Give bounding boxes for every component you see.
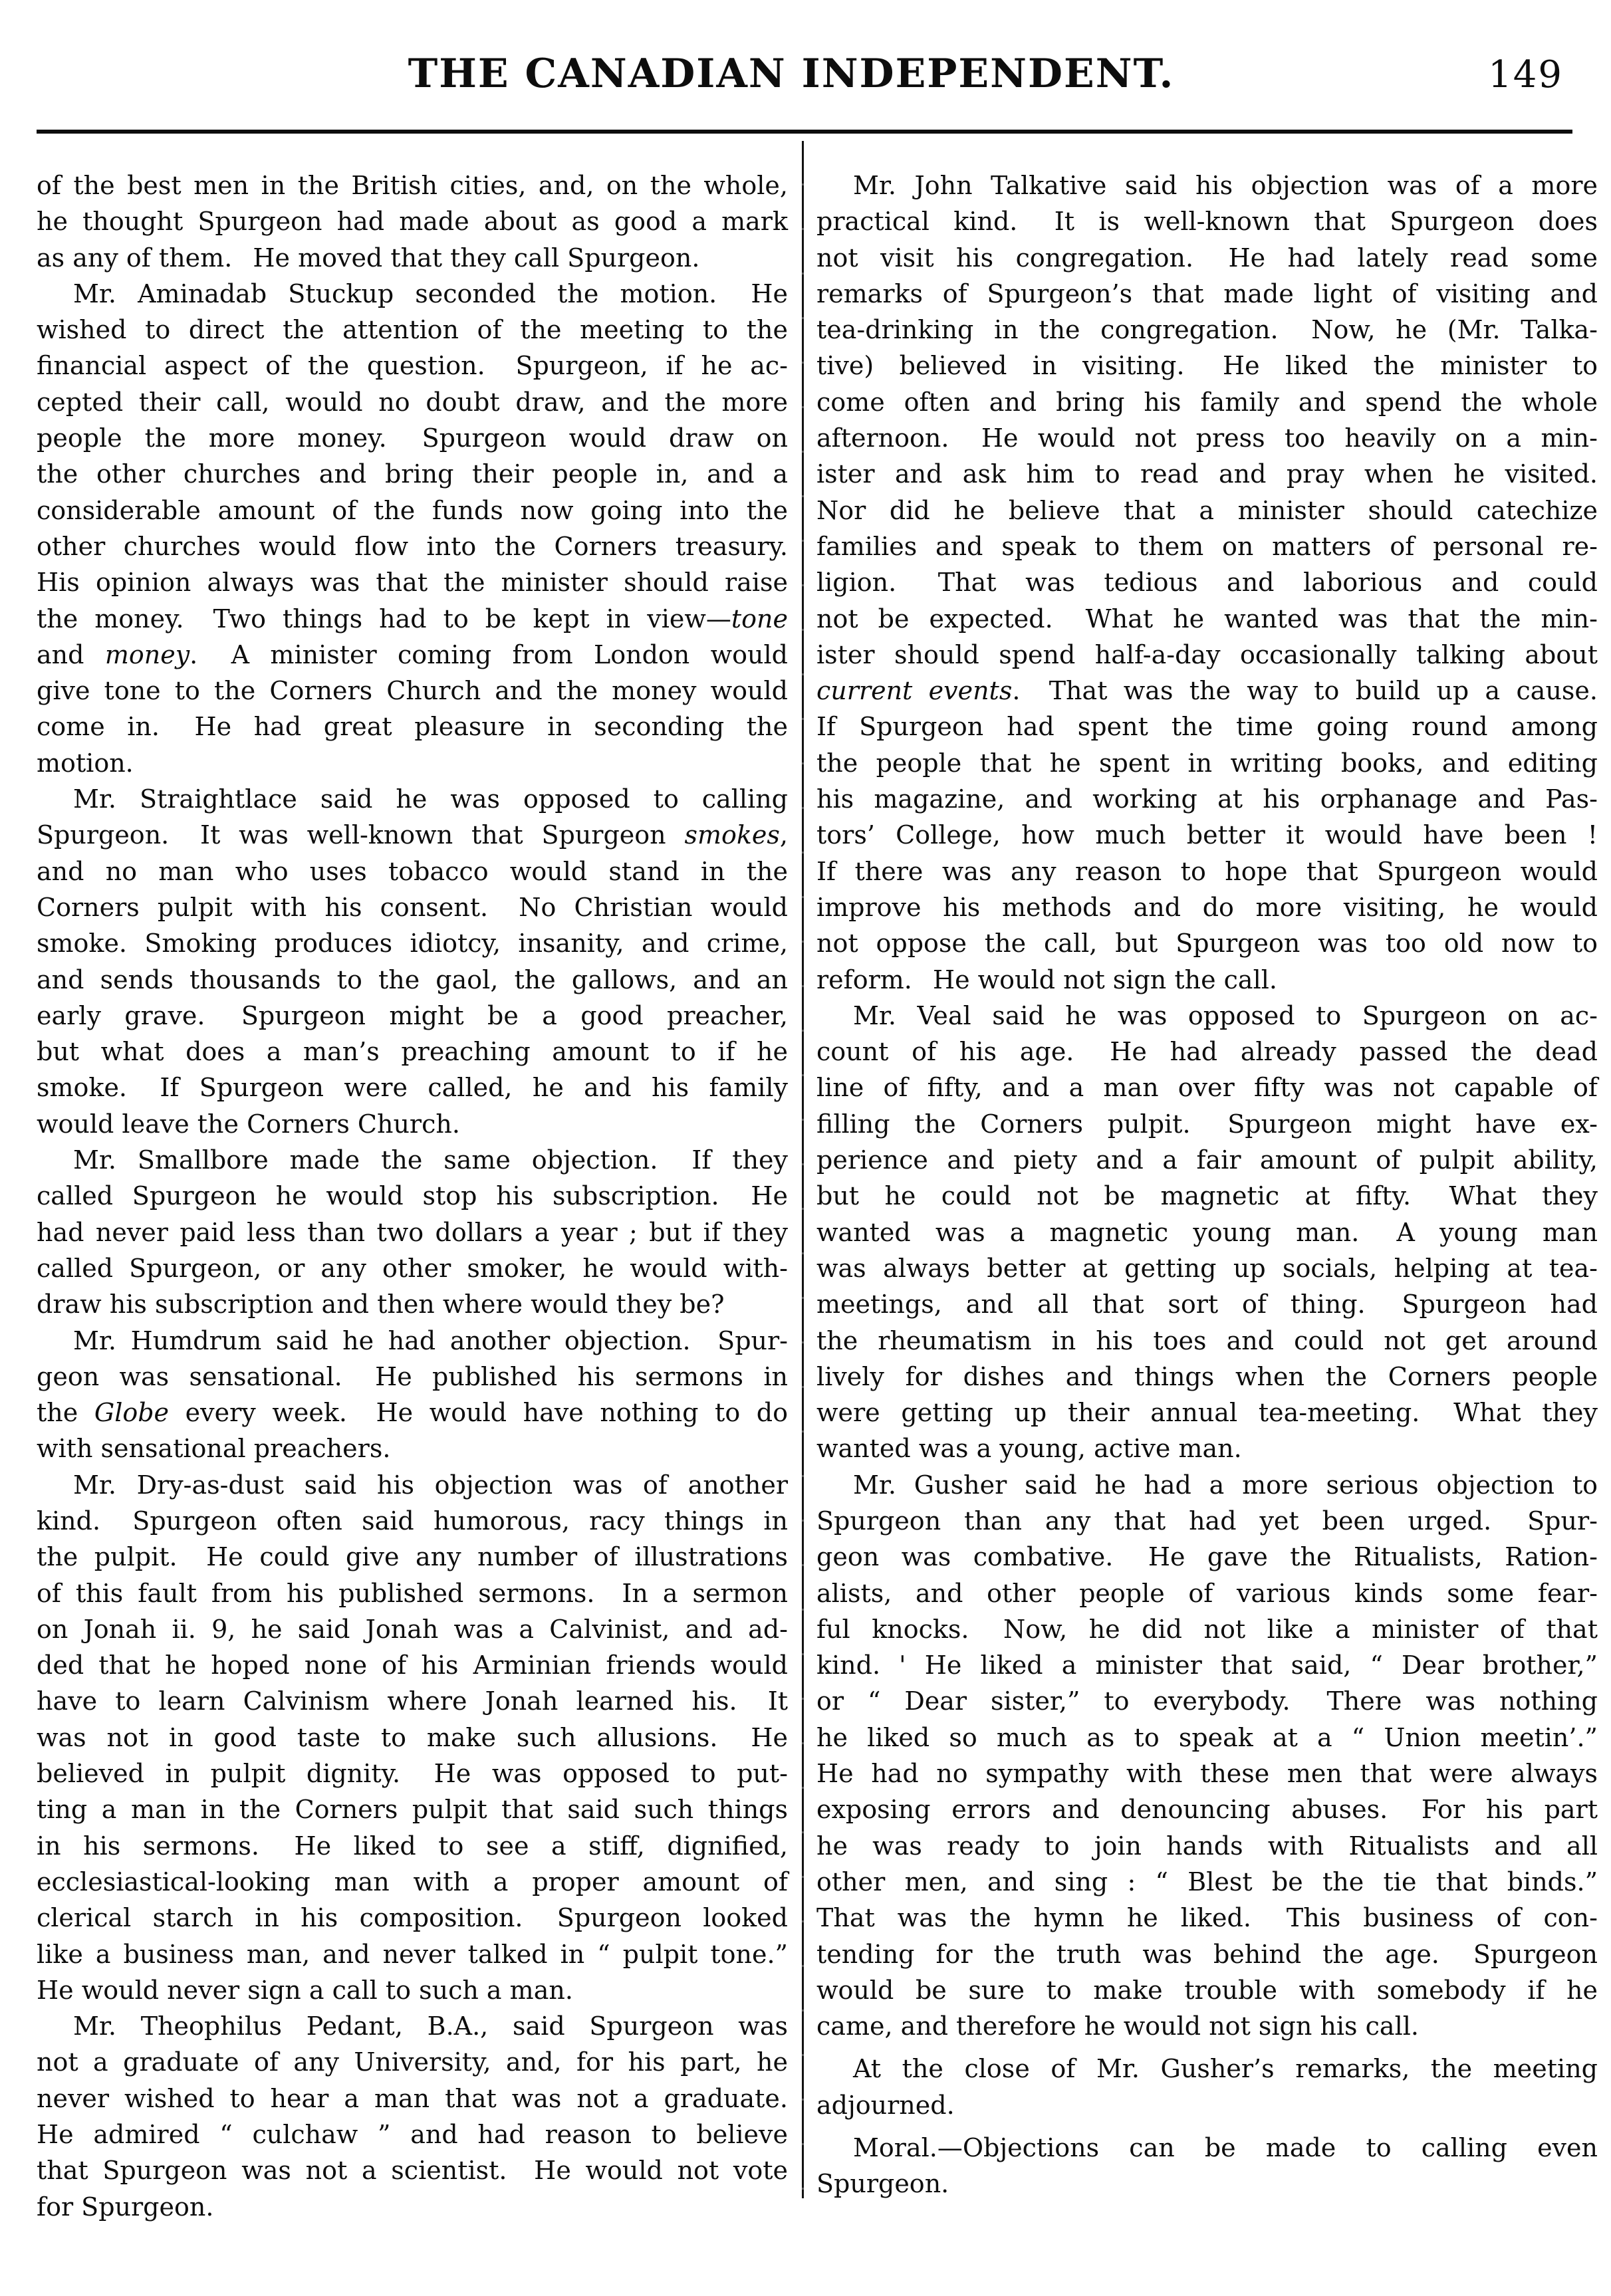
text-line: or “ Dear sister,” to everybody. There was nothing: [816, 1686, 1598, 1716]
left-column: [37, 168, 788, 2225]
text-line: like a business man, and never talked in “ pulpit tone.”: [37, 1939, 788, 1969]
text-line: were getting up their annual tea-meeting. What they: [816, 1398, 1598, 1428]
text-line: Mr. Veal said he was opposed to Spurgeon on ac-: [853, 1000, 1598, 1030]
text-line: the other churches and bring their people in, and a: [37, 459, 788, 489]
text-line: motion.: [37, 748, 134, 778]
right-column: [816, 168, 1598, 2202]
text-line: his magazine, and working at his orphanage and Pas-: [816, 784, 1598, 814]
paragraph: [37, 781, 788, 1142]
text-line: other men, and sing : “ Blest be the tie that binds.”: [816, 1867, 1598, 1896]
text-line: smoke. If Spurgeon were called, he and his family: [37, 1073, 788, 1103]
text-line: Mr. Theophilus Pedant, B.A., said Spurgeon was: [73, 2011, 788, 2041]
text-line: If there was any reason to hope that Spurgeon would: [816, 856, 1598, 886]
text-line: called Spurgeon, or any other smoker, he would with-: [37, 1253, 788, 1283]
text-line: geon was sensational. He published his sermons in: [37, 1361, 788, 1391]
text-line: Corners pulpit with his consent. No Christian would: [37, 892, 788, 922]
text-line: early grave. Spurgeon might be a good preacher,: [37, 1000, 788, 1030]
text-line: cepted their call, would no doubt draw, and the more: [37, 387, 788, 417]
text-line: perience and piety and a fair amount of pulpit ability,: [816, 1145, 1598, 1175]
text-line: called Spurgeon he would stop his subscription. He: [37, 1181, 788, 1211]
text-line: not a graduate of any University, and, for his part, he: [37, 2047, 788, 2077]
text-line: never wished to hear a man that was not a graduate.: [37, 2083, 788, 2113]
text-line: families and speak to them on matters of personal re-: [816, 531, 1598, 561]
paragraph: [37, 1323, 788, 1467]
text-line: remarks of Spurgeon’s that made light of visiting and: [816, 279, 1598, 308]
header-rule: [37, 130, 1572, 134]
text-line: not be expected. What he wanted was that the min-: [816, 604, 1598, 633]
paragraph: [37, 1142, 788, 1322]
text-line: Mr. Gusher said he had a more serious objection to: [853, 1470, 1598, 1500]
text-line: His opinion always was that the minister should raise: [37, 568, 788, 598]
text-line: filling the Corners pulpit. Spurgeon might have ex-: [816, 1109, 1598, 1139]
text-line: ecclesiastical-looking man with a proper amount of: [37, 1867, 788, 1896]
text-line: come often and bring his family and spend the whole: [816, 387, 1598, 417]
text-line: and no man who uses tobacco would stand in the: [37, 856, 788, 886]
text-line: practical kind. It is well-known that Spurgeon does: [816, 207, 1598, 237]
text-line: the pulpit. He could give any number of illustrations: [37, 1542, 788, 1572]
page-title: THE CANADIAN INDEPENDENT.: [408, 51, 1175, 97]
text-line: tea-drinking in the congregation. Now, he (Mr. Talka-: [816, 315, 1598, 345]
text-line: would be sure to make trouble with somebody if he: [816, 1975, 1598, 2005]
text-line: the rheumatism in his toes and could not get around: [816, 1325, 1598, 1355]
text-line: afternoon. He would not press too heavily on a min-: [816, 423, 1598, 453]
text-line: was always better at getting up socials, helping at tea-: [816, 1253, 1598, 1283]
text-line: that Spurgeon was not a scientist. He would not vote: [37, 2156, 788, 2186]
text-line: tending for the truth was behind the age. Spurgeon: [816, 1939, 1598, 1969]
paragraph: [37, 1467, 788, 2008]
text-line: of the best men in the British cities, and, on the whole,: [37, 171, 788, 200]
text-line: was not in good taste to make such allusions. He: [37, 1722, 788, 1752]
text-line: he liked so much as to speak at a “ Union meetin’.”: [816, 1722, 1598, 1752]
text-line: wished to direct the attention of the meeting to the: [37, 315, 788, 345]
text-line: geon was combative. He gave the Ritualists, Ration-: [816, 1542, 1598, 1572]
paragraph: [37, 2008, 788, 2225]
page-number: 149: [1488, 53, 1563, 96]
text-line: financial aspect of the question. Spurgeon, if he ac-: [37, 351, 788, 381]
column-divider: [802, 141, 804, 2198]
text-line: current events. That was the way to build up a cause.: [816, 676, 1598, 706]
text-line: ded that he hoped none of his Arminian friends would: [37, 1651, 788, 1680]
text-line: Spurgeon.: [816, 2169, 949, 2199]
text-line: reform. He would not sign the call.: [816, 965, 1277, 994]
paragraph: [37, 168, 788, 276]
text-line: ister and ask him to read and pray when he visited.: [816, 459, 1598, 489]
text-line: kind. Spurgeon often said humorous, racy things in: [37, 1506, 788, 1536]
text-line: tors’ College, how much better it would have been !: [816, 820, 1598, 850]
text-line: ful knocks. Now, he did not like a minister of that: [816, 1614, 1598, 1644]
text-line: with sensational preachers.: [37, 1434, 391, 1464]
text-line: the Globe every week. He would have nothing to do: [37, 1398, 788, 1428]
text-line: not oppose the call, but Spurgeon was too old now to: [816, 929, 1598, 959]
text-line: Mr. Aminadab Stuckup seconded the motion. He: [73, 279, 788, 308]
text-line: ligion. That was tedious and laborious and could: [816, 568, 1598, 598]
text-line: other churches would flow into the Corners treasury.: [37, 531, 788, 561]
text-line: came, and therefore he would not sign his call.: [816, 2011, 1419, 2041]
text-line: Moral.—Objections can be made to calling even: [853, 2133, 1598, 2163]
text-line: give tone to the Corners Church and the money would: [37, 676, 788, 706]
paragraph: [816, 2130, 1598, 2202]
text-line: on Jonah ii. 9, he said Jonah was a Calvinist, and ad-: [37, 1614, 788, 1644]
paragraph: [816, 1467, 1598, 2045]
text-line: of this fault from his published sermons. In a sermon: [37, 1578, 788, 1608]
text-line: the people that he spent in writing books, and editing: [816, 748, 1598, 778]
text-line: Nor did he believe that a minister should catechize: [816, 495, 1598, 525]
text-line: That was the hymn he liked. This business of con-: [816, 1903, 1598, 1933]
text-line: people the more money. Spurgeon would draw on: [37, 423, 788, 453]
text-line: He admired “ culchaw ” and had reason to believe: [37, 2120, 788, 2150]
text-line: had never paid less than two dollars a year ; but if they: [37, 1217, 788, 1247]
text-line: come in. He had great pleasure in seconding the: [37, 712, 788, 742]
text-line: as any of them. He moved that they call Spurgeon.: [37, 243, 700, 273]
text-line: Mr. Straightlace said he was opposed to calling: [73, 784, 788, 814]
text-line: He had no sympathy with these men that were always: [816, 1759, 1598, 1789]
text-line: Mr. Smallbore made the same objection. If they: [73, 1145, 788, 1175]
paragraph: [816, 168, 1598, 998]
text-line: ister should spend half-a-day occasionally talking about: [816, 639, 1598, 669]
text-line: wanted was a young, active man.: [816, 1434, 1242, 1464]
text-line: he thought Spurgeon had made about as good a mark: [37, 207, 788, 237]
text-line: have to learn Calvinism where Jonah learned his. It: [37, 1686, 788, 1716]
text-line: in his sermons. He liked to see a stiff, dignified,: [37, 1831, 788, 1861]
text-line: wanted was a magnetic young man. A young man: [816, 1217, 1598, 1247]
text-line: Spurgeon than any that had yet been urged. Spur-: [816, 1506, 1598, 1536]
text-line: but he could not be magnetic at fifty. What they: [816, 1181, 1598, 1211]
text-line: believed in pulpit dignity. He was opposed to put-: [37, 1759, 788, 1789]
text-line: ting a man in the Corners pulpit that said such things: [37, 1795, 788, 1825]
text-line: for Spurgeon.: [37, 2192, 214, 2222]
text-line: considerable amount of the funds now going into the: [37, 495, 788, 525]
text-line: Spurgeon. It was well-known that Spurgeon smokes,: [37, 820, 788, 850]
text-line: line of fifty, and a man over fifty was not capable of: [816, 1073, 1598, 1103]
text-line: would leave the Corners Church.: [37, 1109, 460, 1139]
text-line: alists, and other people of various kinds some fear-: [816, 1578, 1598, 1608]
text-line: and money. A minister coming from London would: [37, 639, 788, 669]
text-line: not visit his congregation. He had lately read some: [816, 243, 1598, 273]
text-line: and sends thousands to the gaol, the gallows, and an: [37, 965, 788, 994]
text-line: If Spurgeon had spent the time going round among: [816, 712, 1598, 742]
text-line: the money. Two things had to be kept in view—tone: [37, 604, 788, 633]
text-line: but what does a man’s preaching amount to if he: [37, 1037, 788, 1067]
text-line: He would never sign a call to such a man.: [37, 1975, 573, 2005]
text-line: improve his methods and do more visiting, he would: [816, 892, 1598, 922]
text-line: tive) believed in visiting. He liked the minister to: [816, 351, 1598, 381]
text-line: count of his age. He had already passed the dead: [816, 1037, 1598, 1067]
text-line: Mr. Dry-as-dust said his objection was of another: [73, 1470, 788, 1500]
text-line: At the close of Mr. Gusher’s remarks, the meeting: [853, 2054, 1598, 2084]
paragraph: [816, 2051, 1598, 2123]
paragraph: [816, 998, 1598, 1467]
text-line: clerical starch in his composition. Spurgeon looked: [37, 1903, 788, 1933]
text-line: kind. ' He liked a minister that said, “ Dear brother,”: [816, 1651, 1598, 1680]
paragraph: [37, 276, 788, 781]
text-line: lively for dishes and things when the Corners people: [816, 1361, 1598, 1391]
text-line: draw his subscription and then where would they be?: [37, 1290, 725, 1320]
text-line: Mr. Humdrum said he had another objection. Spur-: [73, 1325, 788, 1355]
text-line: smoke. Smoking produces idiotcy, insanity, and crime,: [37, 929, 788, 959]
text-line: exposing errors and denouncing abuses. For his part: [816, 1795, 1598, 1825]
text-line: meetings, and all that sort of thing. Spurgeon had: [816, 1290, 1598, 1320]
text-line: he was ready to join hands with Ritualists and all: [816, 1831, 1598, 1861]
text-line: Mr. John Talkative said his objection was of a more: [853, 171, 1598, 200]
text-line: adjourned.: [816, 2090, 955, 2120]
